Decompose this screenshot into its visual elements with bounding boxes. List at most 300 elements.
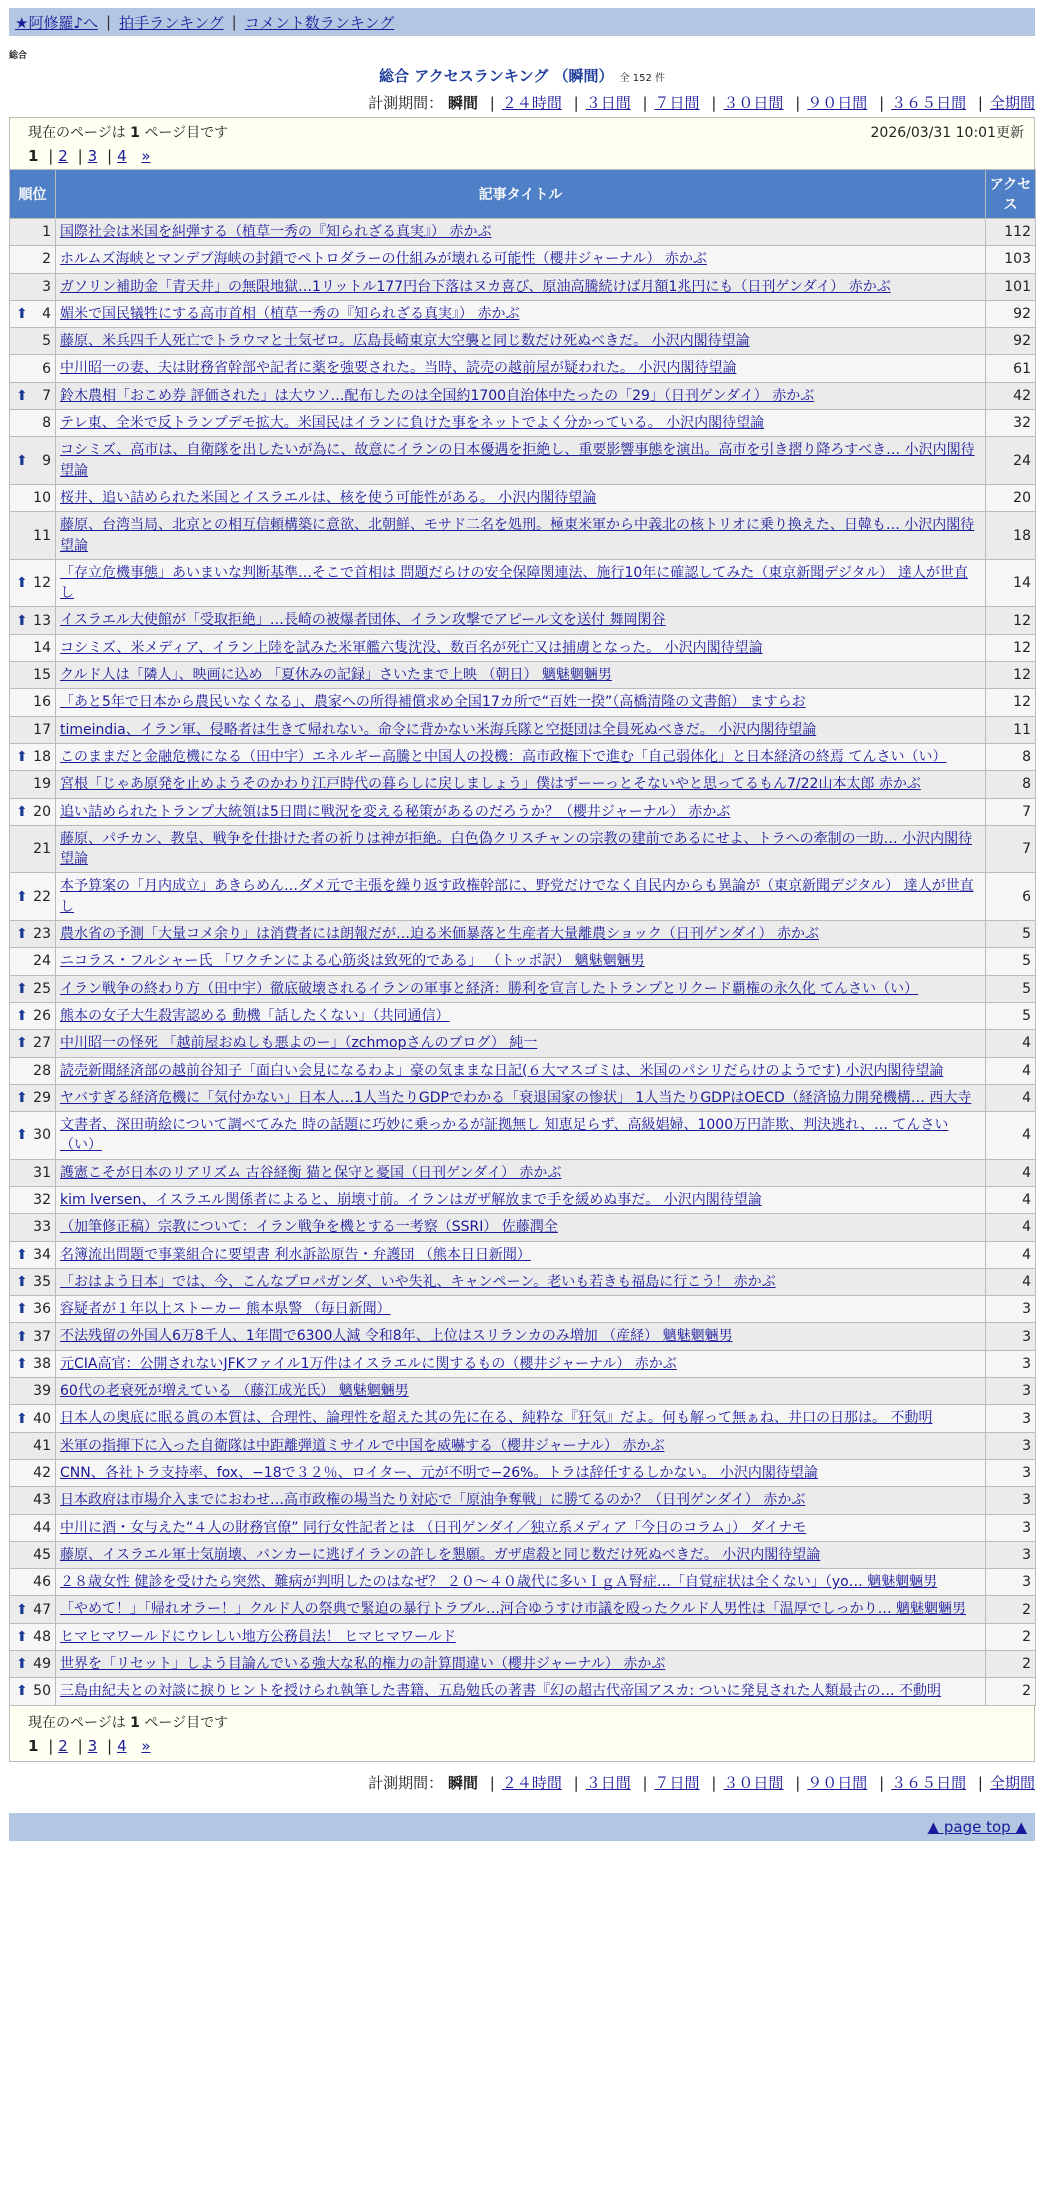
table-row	[10, 1241, 1036, 1268]
table-row	[10, 1112, 1036, 1160]
rank-cell	[10, 1112, 56, 1160]
rank-number: 16	[33, 694, 51, 711]
rank-cell	[10, 219, 56, 246]
title-cell	[56, 1432, 986, 1459]
access-count: 4	[986, 1214, 1036, 1241]
period-selector-bottom: 計測期間： 瞬間 | ２４時間 | ３日間 | ７日間 | ３０日間 | ９０日間 | ３６５日間 | 全期間	[368, 1773, 1035, 1792]
up-arrow-icon: ⬆	[16, 1246, 28, 1263]
rank-cell	[10, 825, 56, 873]
article-title-link[interactable]: timeindia、イラン軍、侵略者は生きて帰れない。命令に背かない米海兵隊と空挺団は全員死ぬべきだ。 小沢内閣待望論	[60, 721, 817, 738]
table-row	[10, 1296, 1036, 1323]
article-title-link[interactable]: 中川昭一の怪死 「越前屋おぬしも悪よのー」（zchmopさんのブログ） 純一	[60, 1035, 538, 1052]
rank-cell	[10, 716, 56, 743]
article-title-link[interactable]: 世界を「リセット」しよう目論んでいる強大な私的権力の計算間違い（櫻井ジャーナル） 赤かぶ	[60, 1656, 666, 1673]
article-title-link[interactable]: 宮根「じゃあ原発を止めようそのかわり江戸時代の暮らしに戻しましょう」僕はずーーっとそないやと思ってるもん7/22山本太郎 赤かぶ	[60, 776, 921, 793]
access-count: 4	[986, 1030, 1036, 1057]
table-row	[10, 1350, 1036, 1377]
table-row	[10, 798, 1036, 825]
rank-number: 37	[33, 1328, 51, 1345]
period-all[interactable]: 全期間	[989, 94, 1035, 112]
pager-next[interactable]: »	[141, 147, 151, 165]
rank-number: 30	[33, 1127, 51, 1144]
table-row	[10, 559, 1036, 607]
article-title-link[interactable]: 日本人の奥底に眠る眞の本質は、合理性、論理性を超えた其の先に在る、純粋な『狂気』だよ。何も解って無ぁね、井口の日那は。 不動明	[60, 1410, 933, 1427]
table-row	[10, 1678, 1036, 1705]
article-title-link[interactable]: コシミズ、高市は、自衛隊を出したいが為に、故意にイランの日本優遇を拒絶し、重要影響事態を演出。高市を引き摺り降ろすべき… 小沢内閣待望論	[60, 442, 975, 479]
article-title-link[interactable]: クルド人は「隣人」、映画に込め 「夏休みの記録」さいたまで上映 （朝日） 魑魅魍魎男	[60, 667, 612, 684]
rank-cell	[10, 607, 56, 634]
rank-cell	[10, 1186, 56, 1213]
up-arrow-icon: ⬆	[16, 1328, 28, 1345]
rank-cell	[10, 559, 56, 607]
article-title-link[interactable]: 桜井、追い詰められた米国とイスラエルは、核を使う可能性がある。 小沢内閣待望論	[60, 489, 597, 506]
up-arrow-icon: ⬆	[16, 612, 28, 629]
period-24h[interactable]: ２４時間	[501, 94, 562, 112]
rank-cell	[10, 246, 56, 273]
table-row	[10, 1459, 1036, 1486]
rank-cell	[10, 743, 56, 770]
pager-link-2[interactable]: 2	[58, 147, 68, 165]
rank-number: 45	[33, 1546, 51, 1563]
rank-number: 13	[33, 612, 51, 629]
article-title-link[interactable]: 農水省の予測「大量コメ余り」は消費者には朗報だが…迫る米価暴落と生産者大量離農ショック（日刊ゲンダイ） 赤かぶ	[60, 926, 820, 943]
title-cell	[56, 1623, 986, 1650]
pager-current: 1	[28, 1736, 39, 1755]
article-title-link[interactable]: 日本政府は市場介入までにおわせ…高市政権の場当たり対応で「原油争奪戦」に勝てるのか？（日刊ゲンダイ） 赤かぶ	[60, 1492, 806, 1509]
rank-cell	[10, 1084, 56, 1111]
rank-cell	[10, 1487, 56, 1514]
rank-number: 41	[33, 1437, 51, 1454]
article-title-link[interactable]: 熊本の女子大生殺害認める 動機「話したくない」（共同通信）	[60, 1007, 450, 1024]
rank-number: 35	[33, 1274, 51, 1291]
rank-cell	[10, 1651, 56, 1678]
access-count: 8	[986, 743, 1036, 770]
access-count: 2	[986, 1678, 1036, 1705]
title-cell	[56, 300, 986, 327]
rank-number: 25	[33, 980, 51, 997]
article-title-link[interactable]: ガソリン補助金「青天井」の無限地獄…1リットル177円台下落はヌカ喜び、原油高騰続けば月額1兆円にも（日刊ゲンダイ） 赤かぶ	[60, 278, 891, 295]
period-selector-top: 計測期間： 瞬間 | ２４時間 | ３日間 | ７日間 | ３０日間 | ９０日間 | ３６５日間 | 全期間	[368, 94, 1035, 112]
article-title-link[interactable]: 追い詰められたトランプ大統領は5日間に戦況を変える秘策があるのだろうか？（櫻井ジャーナル） 赤かぶ	[60, 803, 731, 820]
title-cell	[56, 1214, 986, 1241]
table-row	[10, 1030, 1036, 1057]
access-count: 12	[986, 689, 1036, 716]
article-title-link[interactable]: 護憲こそが日本のリアリズム 古谷経衡 猫と保守と憂国（日刊ゲンダイ） 赤かぶ	[60, 1164, 562, 1181]
rank-cell	[10, 1268, 56, 1295]
access-count: 12	[986, 634, 1036, 661]
title-cell	[56, 1030, 986, 1057]
access-count: 3	[986, 1323, 1036, 1350]
table-row	[10, 382, 1036, 409]
table-row	[10, 300, 1036, 327]
nav-separator: |	[231, 13, 237, 31]
up-arrow-icon: ⬆	[16, 1127, 28, 1144]
article-title-link[interactable]: 媚米で国民犠牲にする高市首相（植草一秀の『知られざる真実』） 赤かぶ	[60, 305, 520, 322]
access-count: 4	[986, 1159, 1036, 1186]
article-title-link[interactable]: 三島由紀夫との対談に捩りヒントを授けられ執筆した書籍、五島勉氏の著書『幻の超古代帝国アスカ: ついに発見された人類最古の… 不動明	[60, 1683, 942, 1700]
rank-number: 9	[42, 452, 51, 469]
title-cell	[56, 1405, 986, 1432]
title-cell	[56, 1159, 986, 1186]
title-cell	[56, 1459, 986, 1486]
rank-cell	[10, 484, 56, 511]
article-title-link[interactable]: ヒマヒマワールドにウレしい地方公務員法！ ヒマヒマワールド	[60, 1628, 456, 1645]
rank-cell	[10, 1002, 56, 1029]
category-label: 総合	[9, 51, 28, 61]
rank-number: 48	[33, 1628, 51, 1645]
period-365d[interactable]: ３６５日間	[891, 1773, 967, 1792]
title-cell	[56, 1651, 986, 1678]
rank-number: 29	[33, 1089, 51, 1106]
rank-cell	[10, 1569, 56, 1596]
article-title-link[interactable]: イスラエル大使館が「受取拒絶」…長崎の被爆者団体、イラン攻撃でアピール文を送付 舞岡閑谷	[60, 612, 666, 629]
access-count: 4	[986, 1112, 1036, 1160]
table-row	[10, 1057, 1036, 1084]
access-count: 101	[986, 273, 1036, 300]
rank-number: 12	[33, 575, 51, 592]
table-row	[10, 825, 1036, 873]
title-cell	[56, 1596, 986, 1623]
table-row	[10, 219, 1036, 246]
up-arrow-icon: ⬆	[16, 387, 28, 404]
title-cell	[56, 1296, 986, 1323]
rank-number: 17	[33, 721, 51, 738]
up-arrow-icon: ⬆	[16, 888, 28, 905]
period-all[interactable]: 全期間	[989, 1773, 1035, 1792]
access-count: 2	[986, 1596, 1036, 1623]
access-count: 2	[986, 1623, 1036, 1650]
up-arrow-icon: ⬆	[16, 1035, 28, 1052]
access-count: 18	[986, 512, 1036, 560]
table-row	[10, 948, 1036, 975]
rank-cell	[10, 300, 56, 327]
title-cell	[56, 437, 986, 485]
bottom-bar	[9, 1813, 1035, 1841]
top-navigation-bar	[9, 8, 1035, 36]
title-cell	[56, 1057, 986, 1084]
access-count: 61	[986, 355, 1036, 382]
rank-number: 50	[33, 1683, 51, 1700]
rank-cell	[10, 975, 56, 1002]
rank-number: 24	[33, 953, 51, 970]
access-count: 2	[986, 1651, 1036, 1678]
article-title-link[interactable]: 元CIA高官：公開されないJFKファイル1万件はイスラエルに関するもの（櫻井ジャーナル） 赤かぶ	[60, 1355, 677, 1372]
table-row	[10, 484, 1036, 511]
title-cell	[56, 382, 986, 409]
up-arrow-icon: ⬆	[16, 980, 28, 997]
rank-number: 39	[33, 1383, 51, 1400]
table-row	[10, 1268, 1036, 1295]
up-arrow-icon: ⬆	[16, 803, 28, 820]
pager-link-3[interactable]: 3	[87, 147, 98, 165]
article-title-link[interactable]: 「あと5年で日本から農民いなくなる」、農家への所得補償求め全国17カ所で“百姓一揆”（高橋清隆の文書館） ますらお	[60, 694, 806, 711]
article-title-link[interactable]: コシミズ、米メディア、イラン上陸を試みた米軍艦六隻沈没、数百名が死亡又は捕虜となった。 小沢内閣待望論	[60, 639, 763, 656]
home-link[interactable]: ★阿修羅♪へ	[15, 13, 99, 32]
applause-ranking-link[interactable]: 拍手ランキング	[119, 13, 224, 32]
rank-number: 18	[33, 749, 51, 766]
access-count: 32	[986, 410, 1036, 437]
access-count: 7	[986, 798, 1036, 825]
article-title-link[interactable]: ２８歳女性 健診を受けたら突然、難病が判明したのはなぜ？ ２０～４０歳代に多いＩｇＡ腎症…「自覚症状は全くない」（yo… 魑魅魍魎男	[60, 1574, 938, 1591]
access-count: 4	[986, 1268, 1036, 1295]
up-arrow-icon: ⬆	[16, 1683, 28, 1700]
table-row	[10, 1432, 1036, 1459]
rank-number: 22	[33, 888, 51, 905]
updated-timestamp: 2026/03/31 10:01更新	[870, 125, 1024, 141]
title-cell	[56, 1084, 986, 1111]
title-cell	[56, 273, 986, 300]
table-row	[10, 1405, 1036, 1432]
period-30d[interactable]: ３０日間	[723, 1773, 784, 1792]
title-cell	[56, 1112, 986, 1160]
table-row	[10, 921, 1036, 948]
rank-number: 43	[33, 1492, 51, 1509]
rank-number: 36	[33, 1301, 51, 1318]
table-row	[10, 1084, 1036, 1111]
rank-number: 34	[33, 1246, 51, 1263]
table-row	[10, 512, 1036, 560]
table-row	[10, 607, 1036, 634]
article-title-link[interactable]: このままだと金融危機になる（田中宇）エネルギー高騰と中国人の投機：高市政権下で進む「自己弱体化」と日本経済の終焉 てんさい（い）	[60, 748, 947, 765]
pager-link-4[interactable]: 4	[117, 1736, 127, 1755]
up-arrow-icon: ⬆	[16, 575, 28, 592]
rank-cell	[10, 689, 56, 716]
table-row	[10, 1623, 1036, 1650]
title-cell	[56, 921, 986, 948]
title-cell	[56, 607, 986, 634]
access-count: 3	[986, 1350, 1036, 1377]
rank-cell	[10, 921, 56, 948]
ranking-table-body	[10, 219, 1036, 1706]
rank-number: 38	[33, 1355, 51, 1372]
table-row	[10, 1541, 1036, 1568]
pager-link-2[interactable]: 2	[58, 1736, 68, 1755]
article-title-link[interactable]: 名簿流出問題で事業組合に要望書 利水訴訟原告・弁護団 （熊本日日新聞）	[60, 1246, 531, 1263]
rank-cell	[10, 1541, 56, 1568]
access-count: 3	[986, 1514, 1036, 1541]
period-3d[interactable]: ３日間	[585, 94, 631, 112]
rank-number: 11	[33, 527, 51, 544]
article-title-link[interactable]: 鈴木農相「おこめ券 評価された」は大ウソ…配布したのは全国約1700自治体中たったの「29」（日刊ゲンダイ） 赤かぶ	[60, 387, 815, 404]
rank-number: 5	[42, 333, 51, 350]
period-365d[interactable]: ３６５日間	[891, 94, 967, 112]
title-cell	[56, 1378, 986, 1405]
page-info-top	[9, 117, 1035, 169]
rank-number: 19	[33, 776, 51, 793]
pager-current: 1	[28, 147, 39, 165]
rank-number: 28	[33, 1062, 51, 1079]
rank-cell	[10, 1296, 56, 1323]
title-cell	[56, 873, 986, 921]
up-arrow-icon: ⬆	[16, 452, 28, 469]
rank-number: 47	[33, 1601, 51, 1618]
article-title-link[interactable]: 文書者、深田萌絵について調べてみた 時の話題に巧妙に乗っかるが証拠無し 知恵足らず、高級娼婦、1000万円詐欺、判決逃れ、… てんさい（い）	[60, 1117, 949, 1154]
page-top-link[interactable]: ▲ page top ▲	[927, 1817, 1027, 1836]
article-title-link[interactable]: 「おはよう日本」では、今、こんなプロパガンダ、いや失礼、キャンペーン。老いも若きも福島に行こう！ 赤かぶ	[60, 1273, 776, 1290]
access-count: 3	[986, 1459, 1036, 1486]
access-count: 11	[986, 716, 1036, 743]
article-title-link[interactable]: 「やめて！」「帰れオラー！」クルド人の祭典で緊迫の暴行トラブル…河合ゆうすけ市議を殴ったクルド人男性は「温厚でしっかり… 魑魅魍魎男	[60, 1601, 967, 1618]
rank-cell	[10, 1678, 56, 1705]
period-90d[interactable]: ９０日間	[807, 1773, 868, 1792]
title-cell	[56, 1002, 986, 1029]
table-row	[10, 662, 1036, 689]
title-cell	[56, 798, 986, 825]
current-page-text-bottom: 現在のページは 1 ページ目です	[28, 1714, 229, 1731]
article-title-link[interactable]: 藤原、イスラエル軍士気崩壊、バンカーに逃げイランの許しを懇願。ガザ虐殺と同じ数だけ死ぬべきだ。 小沢内閣待望論	[60, 1546, 821, 1563]
article-title-link[interactable]: 中川昭一の妻、夫は財務省幹部や記者に薬を強要された。当時、読売の越前屋が疑われた。 小沢内閣待望論	[60, 360, 737, 377]
rank-number: 33	[33, 1219, 51, 1236]
current-page-text: 現在のページは 1 ページ目です	[28, 125, 229, 141]
title-cell	[56, 975, 986, 1002]
pager-next[interactable]: »	[141, 1736, 151, 1755]
table-row	[10, 1214, 1036, 1241]
article-title-link[interactable]: 米軍の指揮下に入った自衛隊は中距離弾道ミサイルで中国を威嚇する（櫻井ジャーナル） 赤かぶ	[60, 1437, 665, 1454]
table-row	[10, 1569, 1036, 1596]
pager-link-3[interactable]: 3	[87, 1736, 98, 1755]
table-row	[10, 355, 1036, 382]
article-title-link[interactable]: 不法残留の外国人6万8千人、1年間で6300人減 令和8年、上位はスリランカのみ増加 （産経） 魑魅魍魎男	[60, 1328, 733, 1345]
article-title-link[interactable]: 藤原、台湾当局、北京との相互信頼構築に意欲、北朝鮮、モサド二名を処刑。極東米軍から中義北の核トリオに乗り換えた、日韓も… 小沢内閣待望論	[60, 517, 975, 554]
article-title-link[interactable]: 本予算案の「月内成立」あきらめん…ダメ元で主張を繰り返す政権幹部に、野党だけでなく自民内からも異論が（東京新聞デジタル） 達人が世直し	[60, 878, 974, 915]
table-row	[10, 1159, 1036, 1186]
table-row	[10, 1323, 1036, 1350]
ranking-table	[9, 169, 1036, 1706]
title-cell	[56, 743, 986, 770]
title-cell	[56, 1241, 986, 1268]
access-count: 5	[986, 948, 1036, 975]
period-30d[interactable]: ３０日間	[723, 94, 784, 112]
rank-cell	[10, 1057, 56, 1084]
article-title-link[interactable]: ヤバすぎる経済危機に「気付かない」日本人…1人当たりGDPでわかる「衰退国家の惨状」 1人当たりGDPはOECD（経済協力開発機構… 西大寺	[60, 1089, 972, 1106]
article-title-link[interactable]: 国際社会は米国を糾弾する（植草一秀の『知られざる真実』） 赤かぶ	[60, 224, 492, 240]
access-count: 3	[986, 1296, 1036, 1323]
pager-bottom: 1 | 2 | 3 | 4 »	[28, 1736, 151, 1755]
up-arrow-icon: ⬆	[16, 1656, 28, 1673]
rank-cell	[10, 328, 56, 355]
up-arrow-icon: ⬆	[16, 1274, 28, 1291]
rank-cell	[10, 1514, 56, 1541]
table-row	[10, 1651, 1036, 1678]
title-cell	[56, 689, 986, 716]
rank-number: 15	[33, 667, 51, 684]
rank-cell	[10, 1459, 56, 1486]
period-current: 瞬間	[447, 1773, 478, 1792]
article-title-link[interactable]: ホルムズ海峡とマンデブ海峡の封鎖でペトロダラーの仕組みが壊れる可能性（櫻井ジャーナル） 赤かぶ	[60, 251, 707, 268]
up-arrow-icon: ⬆	[16, 306, 28, 323]
rank-number: 6	[42, 360, 51, 377]
up-arrow-icon: ⬆	[16, 1628, 28, 1645]
article-title-link[interactable]: 藤原、パチカン、教皇、戦争を仕掛けた者の祈りは神が拒絶。白色偽クリスチャンの宗教の建前であるにせよ、トラへの牽制の一助… 小沢内閣待望論	[60, 830, 973, 868]
table-row	[10, 1186, 1036, 1213]
article-title-link[interactable]: kim lversen、イスラエル関係者によると、崩壊寸前。イランはガザ解放まで手を緩めぬ事だ。 小沢内閣待望論	[60, 1191, 762, 1208]
table-row	[10, 716, 1036, 743]
rank-number: 3	[42, 278, 51, 295]
access-count: 8	[986, 771, 1036, 798]
article-title-link[interactable]: 藤原、米兵四千人死亡でトラウマと士気ゼロ。広島長崎東京大空襲と同じ数だけ死ぬべきだ。 小沢内閣待望論	[60, 333, 750, 350]
title-cell	[56, 484, 986, 511]
access-count: 42	[986, 382, 1036, 409]
comment-ranking-link[interactable]: コメント数ランキング	[244, 13, 395, 32]
article-title-link[interactable]: （加筆修正稿）宗教について：イラン戦争を機とする一考察（SSRI） 佐藤潤全	[60, 1219, 558, 1236]
table-row	[10, 328, 1036, 355]
title-cell	[56, 948, 986, 975]
table-row	[10, 273, 1036, 300]
article-title-link[interactable]: 「存立危機事態」あいまいな判断基準…そこで首相は 問題だらけの安全保障関連法、施行10年に確認してみた（東京新聞デジタル） 達人が世直し	[60, 564, 968, 602]
article-title-link[interactable]: イラン戦争の終わり方（田中宇）徹底破壊されるイランの軍事と経済：勝利を宣言したトランプとリクード覇権の永久化 てんさい（い）	[60, 980, 919, 997]
access-count: 3	[986, 1569, 1036, 1596]
page-info-bottom	[9, 1706, 1035, 1762]
article-title-link[interactable]: 60代の老衰死が増えている （藤江成光氏） 魑魅魍魎男	[60, 1383, 409, 1400]
access-count: 6	[986, 873, 1036, 921]
title-cell	[56, 1514, 986, 1541]
table-row	[10, 743, 1036, 770]
title-cell	[56, 1541, 986, 1568]
rank-number: 1	[42, 224, 51, 241]
title-header: 記事タイトル	[56, 170, 986, 219]
rank-number: 4	[42, 306, 51, 323]
title-cell	[56, 512, 986, 560]
rank-number: 40	[33, 1410, 51, 1427]
rank-number: 21	[33, 841, 51, 858]
pager-link-4[interactable]: 4	[117, 147, 127, 165]
access-count: 3	[986, 1432, 1036, 1459]
rank-cell	[10, 1159, 56, 1186]
article-title-link[interactable]: CNN、各社トラ支持率、fox、−18で３２％、ロイター、元が不明で−26%。トラは辞任するしかない。 小沢内閣待望論	[60, 1464, 818, 1481]
title-cell	[56, 355, 986, 382]
period-7d[interactable]: ７日間	[654, 1773, 700, 1792]
access-count: 92	[986, 328, 1036, 355]
rank-number: 10	[33, 490, 51, 507]
rank-cell	[10, 355, 56, 382]
period-current: 瞬間	[447, 94, 478, 112]
article-title-link[interactable]: 容疑者が１年以上ストーカー 熊本県警 （毎日新聞）	[60, 1301, 391, 1318]
title-cell	[56, 559, 986, 607]
table-row	[10, 1596, 1036, 1623]
table-row	[10, 771, 1036, 798]
article-title-link[interactable]: 中川に酒・女与えた“４人の財務官僚” 同行女性記者とは （日刊ゲンダイ／独立系メディア「今日のコラム」） ダイナモ	[60, 1519, 807, 1536]
access-count: 3	[986, 1541, 1036, 1568]
title-cell	[56, 634, 986, 661]
rank-cell	[10, 382, 56, 409]
rank-cell	[10, 1214, 56, 1241]
rank-number: 46	[33, 1574, 51, 1591]
period-7d[interactable]: ７日間	[654, 94, 700, 112]
rank-cell	[10, 1350, 56, 1377]
table-header-row	[10, 170, 1036, 219]
nav-separator: |	[106, 13, 112, 31]
total-count: 全 152 件	[619, 73, 665, 84]
article-title-link[interactable]: テレ東、全米で反トランプデモ拡大。米国民はイランに負けた事をネットでよく分かっている。 小沢内閣待望論	[60, 415, 765, 432]
rank-number: 7	[42, 387, 51, 404]
article-title-link[interactable]: 読売新聞経済部の越前谷知子「面白い会見になるわよ」豪の気ままな日記(６大マスゴミは、米国のパシリだらけのようです) 小沢内閣待望論	[60, 1062, 944, 1079]
access-count: 12	[986, 607, 1036, 634]
rank-cell	[10, 1623, 56, 1650]
period-90d[interactable]: ９０日間	[807, 94, 868, 112]
rank-cell	[10, 1323, 56, 1350]
rank-cell	[10, 1596, 56, 1623]
title-cell	[56, 219, 986, 246]
rank-cell	[10, 437, 56, 485]
rank-cell	[10, 273, 56, 300]
article-title-link[interactable]: ニコラス・フルシャー氏 「ワクチンによる心筋炎は致死的である」 （トッポ訳） 魑魅魍魎男	[60, 953, 645, 970]
up-arrow-icon: ⬆	[16, 926, 28, 943]
title-cell	[56, 662, 986, 689]
title-cell	[56, 1678, 986, 1705]
title-cell	[56, 1268, 986, 1295]
period-24h[interactable]: ２４時間	[501, 1773, 562, 1792]
period-3d[interactable]: ３日間	[585, 1773, 631, 1792]
